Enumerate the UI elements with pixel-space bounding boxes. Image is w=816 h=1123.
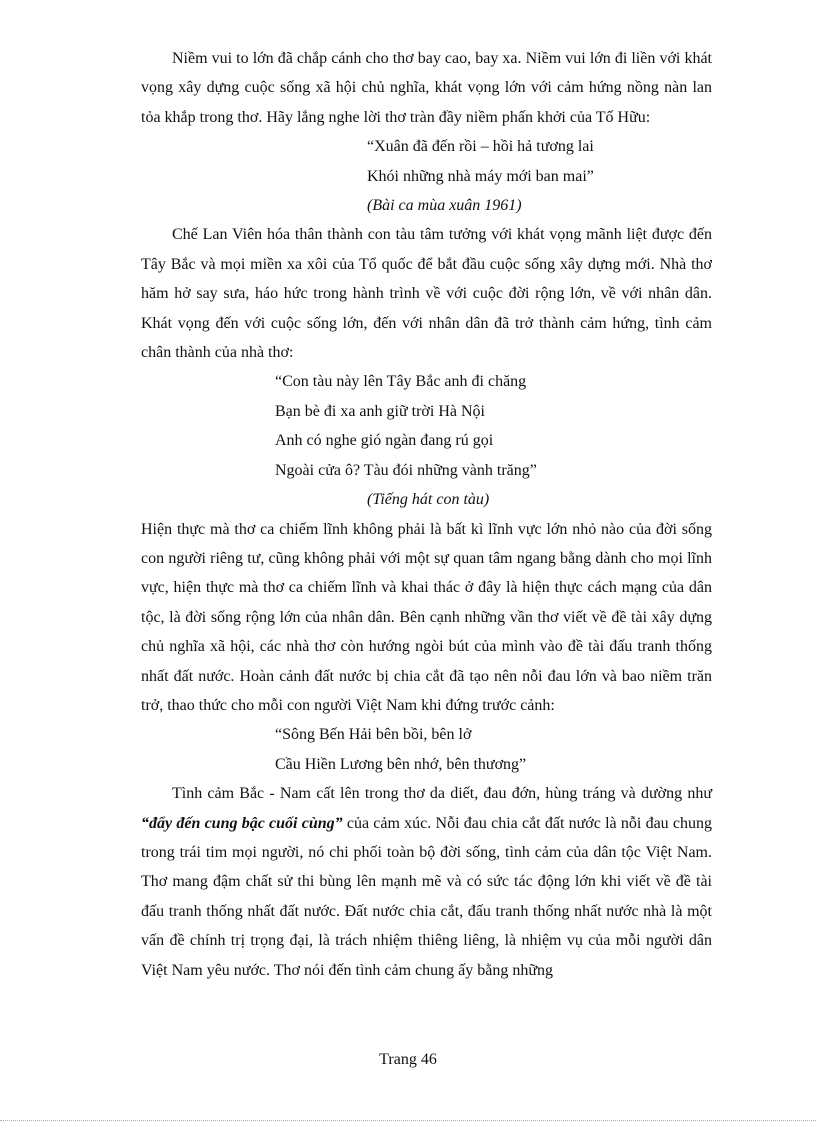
poem-source-citation: (Bài ca mùa xuân 1961): [367, 197, 522, 215]
paragraph-1: Niềm vui to lớn đã chắp cánh cho thơ bay cao, bay xa. Niềm vui lớn đi liền với khát vọng xây dựng cuộc sống xã hội chủ nghĩa, khát vọng lớn với cảm hứng nồng nàn lan tỏa khắp trong thơ. Hãy lắng nghe lời thơ tràn đầy niềm phấn khởi của Tố Hữu:: [141, 50, 712, 126]
poem-line: “Xuân đã đến rồi – hồi hả tương lai: [367, 138, 594, 156]
paragraph-3: Hiện thực mà thơ ca chiếm lĩnh không phải là bất kì lĩnh vực lớn nhỏ nào của đời sống con người riêng tư, cũng không phải với một sự quan tâm ngang bằng dành cho mọi lĩnh vực, hiện thực mà thơ ca chiếm lĩnh và khai thác ở đây là hiện thực cách mạng của dân tộc, là đời sống rộng lớn của nhân dân. Bên cạnh những vần thơ viết về đề tài xây dựng chủ nghĩa xã hội, các nhà thơ còn hướng ngòi bút của mình vào đề tài đấu tranh thống nhất đất nước. Hoàn cảnh đất nước bị chia cắt đã tạo nên nỗi đau lớn và bao niềm trăn trở, thao thức cho mỗi con người Việt Nam khi đứng trước cảnh:: [141, 520, 712, 714]
paragraph-2: Chế Lan Viên hóa thân thành con tàu tâm tưởng với khát vọng mãnh liệt được đến Tây Bắc và mọi miền xa xôi của Tổ quốc để bắt đầu cuộc sống xây dựng mới. Nhà thơ hăm hở say sưa, háo hức trong hành trình về với cuộc đời rộng lớn, về với nhân dân. Khát vọng đến với cuộc sống lớn, đến với nhân dân đã trở thành cảm hứng, tình cảm chân thành của nhà thơ:: [141, 226, 712, 362]
poem-line: “Con tàu này lên Tây Bắc anh đi chăng: [275, 373, 527, 391]
poem-quote-ben-hai: [141, 720, 712, 779]
poem-line: Bạn bè đi xa anh giữ trời Hà Nội: [275, 402, 485, 420]
poem-line: Khói những nhà máy mới ban mai”: [367, 167, 594, 185]
poem-source-citation: (Tiếng hát con tàu): [367, 491, 490, 509]
poem-line: Anh có nghe gió ngàn đang rú gọi: [275, 432, 494, 450]
page-break-divider: [0, 1120, 816, 1121]
poem-line: “Sông Bến Hải bên bồi, bên lở: [275, 726, 472, 744]
paragraph-4-text-start: Tình cảm Bắc - Nam cất lên trong thơ da diết, đau đớn, hùng tráng và dường như: [172, 785, 712, 803]
poem-quote-to-huu: [141, 132, 712, 191]
paragraph-4: [141, 779, 712, 985]
poem-line: Cầu Hiền Lương bên nhớ, bên thương”: [275, 755, 527, 773]
emphasized-quote: “đẩy đến cung bậc cuối cùng”: [141, 814, 343, 832]
poem-line: Ngoài cửa ô? Tàu đói những vành trăng”: [275, 461, 537, 479]
paragraph-4-text-end: của cảm xúc. Nỗi đau chia cắt đất nước là nỗi đau chung trong trái tim mọi người, nó chi phối toàn bộ đời sống, tình cảm của dân tộc Việt Nam. Thơ mang đậm chất sử thi bùng lên mạnh mẽ và có sức tác động lớn khi viết về đề tài đấu tranh thống nhất đất nước. Đất nước chia cắt, đấu tranh thống nhất nước nhà là một vấn đề chính trị trọng đại, là trách nhiệm thiêng liêng, là nhiệm vụ của mỗi người dân Việt Nam yêu nước. Thơ nói đến tình cảm chung ấy bằng những: [141, 814, 712, 979]
poem-quote-che-lan-vien: [141, 367, 712, 485]
document-page: [141, 44, 712, 985]
page-number-footer: Trang 46: [379, 1051, 437, 1068]
